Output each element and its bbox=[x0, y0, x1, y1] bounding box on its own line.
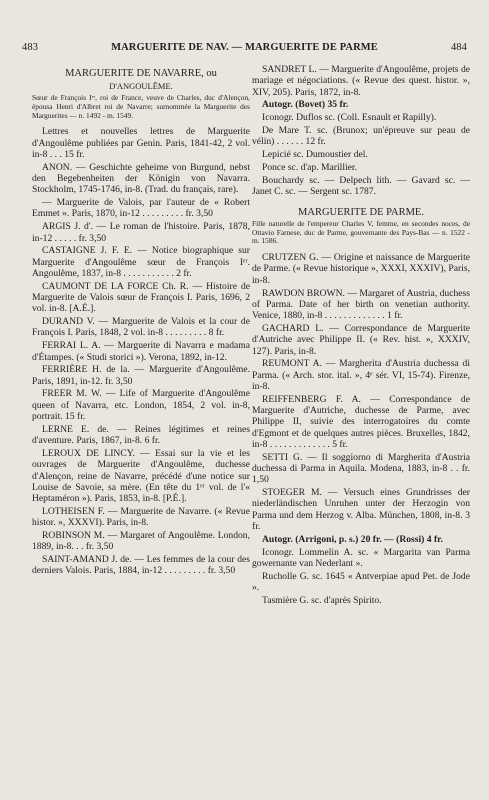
bibliography-entry: CRUTZEN G. — Origine et naissance de Marguerite de Parme. (« Revue historique », XXXI, XXXIV), Paris, in-8. bbox=[252, 252, 470, 286]
left-column bbox=[32, 64, 250, 578]
iconography-entry: Iconogr. Duflos sc. (Coll. Esnault et Rapilly). bbox=[262, 112, 437, 124]
bibliography-entry: RAWDON BROWN. — Margaret of Austria, duchess of Parma. Date of her birth on venetian authority. Venice, 1880, in-8 . . . . . . . . . . . . . 1 fr. bbox=[252, 287, 470, 322]
bibliography-entry: REUMONT A. — Margherita d'Austria duchessa di Parma. (« Arch. stor. ital. », 4ᵉ sér. VI, 15-74). Firenze, in-8. bbox=[252, 358, 470, 392]
right-column bbox=[252, 64, 470, 608]
bibliography-entry: — Marguerite de Valois, par l'auteur de « Robert Emmet ». Paris, 1870, in-12 . . . . . . . . . fr. 3,50 bbox=[32, 197, 250, 220]
bibliography-entry: FREER M. W. — Life of Marguerite d'Angoulême queen of Navarra, etc. London, 1854, 2 vol. in-8, portrait. 15 fr. bbox=[32, 388, 250, 423]
autograph-entry: Autogr. (Arrigoni, p. s.) 20 fr. — (Rossi) 4 fr. bbox=[262, 533, 443, 545]
running-title: MARGUERITE DE NAV. — MARGUERITE DE PARME bbox=[111, 42, 378, 53]
section-gap bbox=[252, 199, 470, 203]
bibliography-entry: GACHARD L. — Correspondance de Marguerite d'Autriche avec Philippe II. (« Rev. hist. », XXXIV, 127). Paris, in-8. bbox=[252, 322, 470, 357]
bibliography-entry: CASTAIGNE J. F. E. — Notice biographique sur Marguerite d'Angoulême sœur de François Iᵉʳ. Angoulême, 1837, in-8 . . . . . . . . . . . 2 fr. bbox=[32, 245, 250, 279]
running-header bbox=[22, 42, 467, 53]
biographical-note-parme: Fille naturelle de l'empereur Charles V, femme, en secondes noces, de Ottavio Farnese, duc de Parme, gouvernante des Pays-Bas — n. 1522 - m. 1586. bbox=[252, 218, 470, 246]
bibliography-entry: LERNE E. de. — Reines légitimes et reines d'aventure. Paris, 1867, in-8. 6 fr. bbox=[32, 423, 250, 447]
iconography-entry: De Mare T. sc. (Brunox; un'épreuve sur peau de vélin) . . . . . . 12 fr. bbox=[252, 124, 470, 148]
bibliography-entry: REIFFENBERG F. A. — Correspondance de Marguerite d'Autriche, duchesse de Parme, avec Philippe II, suivie des interrogatoires du comte d'Egmont et de quelques autres pièces. Bruxelles, 1842, in-8 . . . . . . . . . . . . . 5 fr. bbox=[252, 393, 470, 450]
bibliography-entry: FERRIÈRE H. de la. — Marguerite d'Angoulême. Paris, 1891, in-12. fr. 3,50 bbox=[32, 364, 250, 387]
section-title-parme: MARGUERITE DE PARME. bbox=[298, 206, 424, 218]
bibliography-entry: LOTHEISEN F. — Marguerite de Navarre. (« Revue histor. », XXXVI). Paris, in-8. bbox=[32, 505, 250, 529]
bibliography-entry: Lettres et nouvelles lettres de Marguerite d'Angoulême publiées par Genin. Paris, 1841-42, 2 vol. in-8 . . . 15 fr. bbox=[32, 126, 250, 160]
iconography-entry: Rucholle G. sc. 1645 « Antverpiae apud Pet. de Jode ». bbox=[252, 570, 470, 593]
bibliography-entry: FERRAI L. A. — Marguerite di Navarra e madama d'Étampes. (« Studi storici »). Verona, 1892, in-12. bbox=[32, 340, 250, 363]
bibliography-entry: ROBINSON M. — Margaret of Angoulême. London, 1889, in-8. . . fr. 3,50 bbox=[32, 529, 250, 553]
iconography-entry: Iconogr. Lommelin A. sc. « Margarita van Parma gowernante van Nederlant ». bbox=[252, 546, 470, 569]
section-subtitle-navarre: D'ANGOULÊME. bbox=[109, 81, 173, 91]
bibliography-entry: DURAND V. — Marguerite de Valois et la cour de François I. Paris, 1848, 2 vol. in-8 . . . . . . . . . 8 fr. bbox=[32, 316, 250, 339]
bibliography-entry: SAINT-AMAND J. de. — Les femmes de la cour des derniers Valois. Paris, 1884, in-12 . . . . . . . . . fr. 3,50 bbox=[32, 554, 250, 577]
iconography-entry: Tasmière G. sc. d'après Spirito. bbox=[262, 594, 382, 606]
bibliography-entry: LEROUX DE LINCY. — Essai sur la vie et les ouvrages de Marguerite d'Angoulême, duchesse d'Alençon, reine de Navarre, précédé d'une notice sur Louise de Savoie, sa mère. (En tête du 1ᵉʳ vol. de l'« Heptaméron »). Paris, 1853, in-8. [P.É.]. bbox=[32, 447, 250, 505]
bibliography-entry: STOEGER M. — Versuch eines Grundrisses der niederländischen Unruhen unter der Herzogin von Parma und dem Herzog v. Alba. München, 1808, in-8. 3 fr. bbox=[252, 487, 470, 532]
bibliography-entry: ARGIS J. d'. — Le roman de l'histoire. Paris, 1878, in-12 . . . . . fr. 3,50 bbox=[32, 221, 250, 244]
iconography-entry: Lepicié sc. Dumoustier del. bbox=[262, 149, 368, 161]
iconography-entry: Bouchardy sc. — Delpech lith. — Gavard sc. — Janet C. sc. — Sergent sc. 1787. bbox=[252, 174, 470, 197]
page-number-left: 483 bbox=[22, 42, 39, 53]
iconography-entry: Ponce sc. d'ap. Marillier. bbox=[262, 161, 357, 173]
bibliography-entry: SANDRET L. — Marguerite d'Angoulême, projets de mariage et négociations. (« Revue des quest. histor. », XIV, 205). Paris, 1872, in-8. bbox=[252, 64, 470, 98]
biographical-note-navarre: Sœur de François Iᵉʳ, roi de France, veuve de Charles, duc d'Alençon, épousa Henri d'Albret roi de Navarre; surnommée la Marguerite des Marguerites — n. 1492 - m. 1549. bbox=[32, 93, 250, 120]
autograph-entry: Autogr. (Bovet) 35 fr. bbox=[262, 99, 349, 111]
page-number-right: 484 bbox=[450, 42, 467, 53]
bibliography-entry: ANON. — Geschichte geheime von Burgund, nebst den Begebenheiten der Königin von Navarra. Stockholm, 1745-1746, in-8. (Trad. du français, rare). bbox=[32, 161, 250, 196]
section-title-navarre: MARGUERITE DE NAVARRE, ou bbox=[65, 68, 217, 79]
bibliography-entry: CAUMONT DE LA FORCE Ch. R. — Histoire de Marguerite de Valois sœur de François I. Paris, 1696, 2 vol. in-8. [A.É.]. bbox=[32, 280, 250, 315]
bibliography-entry: SETTI G. — Il soggiorno di Margherita d'Austria duchessa di Parma in Aquila. Modena, 1883, in-8 . . fr. 1,50 bbox=[252, 451, 470, 486]
